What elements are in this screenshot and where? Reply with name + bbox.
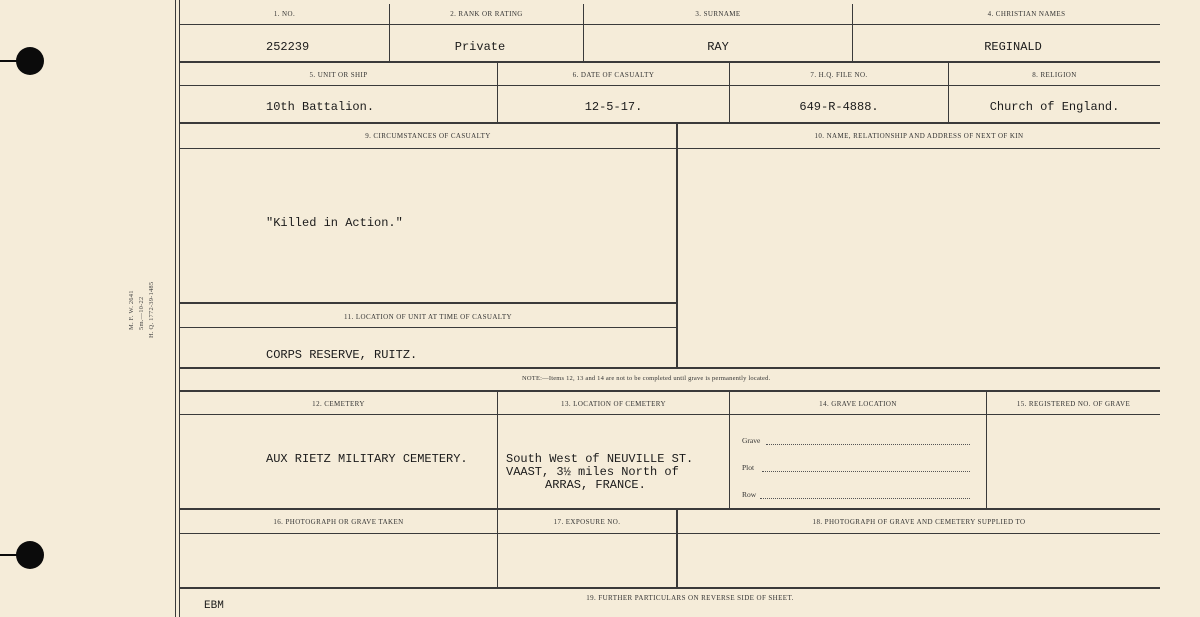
rule [180,24,1160,25]
exposure-no-label: 17. EXPOSURE NO. [553,518,621,526]
religion-value: Church of England. [989,100,1120,114]
binder-hole-bottom [16,541,44,569]
row-field-line [760,498,970,499]
row-field-label: Row [742,490,757,499]
plot-field-label: Plot [742,463,755,472]
date-value: 12-5-17. [584,100,643,114]
rule [180,302,676,304]
left-border [175,0,176,617]
registered-no-label: 15. REGISTERED NO. OF GRAVE [1016,400,1131,408]
binder-hole-top [16,47,44,75]
divider [497,392,498,509]
rule [180,587,1160,589]
form-code-line-2: 5m.—10-22 [138,296,145,330]
regimental-number: 252239 [266,40,310,54]
cemetery-label: 12. CEMETERY [312,400,365,408]
rule [180,533,1160,534]
no-label: 1. NO. [273,10,296,18]
rule [180,61,1160,63]
cemetery-value: AUX RIETZ MILITARY CEMETERY. [266,452,468,466]
binder-hole-top-tick [0,60,18,62]
christian-names-label: 4. CHRISTIAN NAMES [987,10,1066,18]
location-of-unit-value: CORPS RESERVE, RUITZ. [266,348,418,362]
cemetery-location-line-2: VAAST, 3½ miles North of [506,465,679,479]
rule [180,85,1160,86]
rule [180,414,1160,415]
date-label: 6. DATE OF CASUALTY [572,71,655,79]
religion-label: 8. RELIGION [1032,71,1077,79]
circumstances-label: 9. CIRCUMSTANCES OF CASUALTY [365,132,491,140]
form-code-line-1: M. F. W. 2641 [128,290,135,330]
hq-file-value: 649-R-4888. [799,100,879,114]
hq-file-label: 7. H.Q. FILE NO. [810,71,868,79]
rule [180,390,1160,392]
divider [676,124,678,368]
cemetery-location-line-3: ARRAS, FRANCE. [545,478,646,492]
cemetery-location-line-1: South West of NEUVILLE ST. [506,452,694,466]
next-of-kin-label: 10. NAME, RELATIONSHIP AND ADDRESS OF NEXT OF KIN [814,132,1024,140]
rule [180,122,1160,124]
divider [729,392,730,509]
rule [180,508,1160,510]
rank-label: 2. RANK OR RATING [450,10,523,18]
location-of-cemetery-label: 13. LOCATION OF CEMETERY [561,400,666,408]
grave-location-label: 14. GRAVE LOCATION [819,400,897,408]
unit-value: 10th Battalion. [266,100,375,114]
rule [180,327,676,328]
plot-field-line [762,471,970,472]
circumstances-value: "Killed in Action." [266,216,403,230]
surname-label: 3. SURNAME [695,10,741,18]
surname-value: RAY [707,40,729,54]
grave-field-line [766,444,970,445]
unit-label: 5. UNIT OR SHIP [309,71,368,79]
binder-hole-bottom-tick [0,554,18,556]
photograph-supplied-label: 18. PHOTOGRAPH OF GRAVE AND CEMETERY SUPPLIED TO [812,518,1026,526]
rule [180,367,1160,369]
clerk-initials: EBM [204,600,224,612]
divider [986,392,987,509]
further-particulars-label: 19. FURTHER PARTICULARS ON REVERSE SIDE OF SHEET. [586,594,794,602]
completion-note: NOTE:—Items 12, 13 and 14 are not to be completed until grave is permanently located. [522,375,771,382]
photograph-taken-label: 16. PHOTOGRAPH OR GRAVE TAKEN [273,518,404,526]
rule [180,148,1160,149]
location-of-unit-label: 11. LOCATION OF UNIT AT TIME OF CASUALTY [344,313,512,321]
christian-names-value: REGINALD [984,40,1042,54]
grave-field-label: Grave [742,436,761,445]
form-code-line-3: H. Q. 1772-39-1485 [148,281,155,338]
rank-value: Private [454,40,506,54]
